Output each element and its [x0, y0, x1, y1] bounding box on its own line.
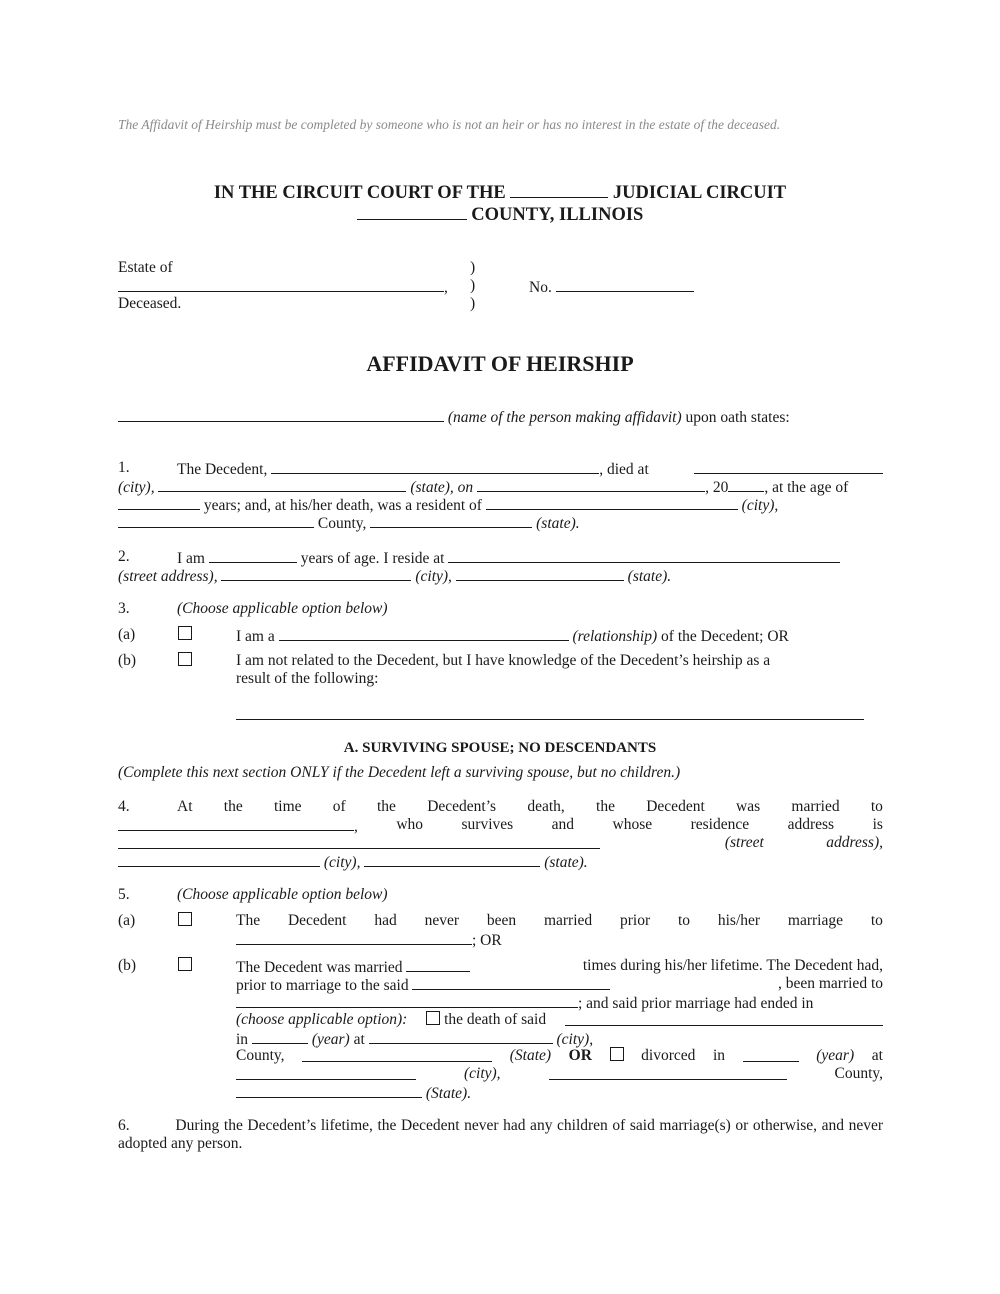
instruction-caption: The Affidavit of Heirship must be completed by someone who is not an heir or has no interest in the estate of the deceased. [118, 117, 781, 132]
p5b-line5: in (year) at (city), [236, 1031, 594, 1048]
p3a-row [178, 626, 192, 644]
p3b-checkbox[interactable] [178, 652, 192, 666]
p3a-label: (a) [118, 626, 136, 643]
divorce-state-field[interactable] [236, 1083, 422, 1098]
court-header-line1 [0, 181, 1000, 204]
p6-text: 6. During the Decedent’s lifetime, the Decedent never had any children of said marriage(s) or otherwise, and never adopted any person. [118, 1117, 887, 1152]
p5b-line4: (choose applicable option): the death of said [236, 1011, 883, 1029]
p4-line1: At the time of the Decedent’s death, the Decedent was married to [177, 798, 883, 815]
death-city-field-2[interactable] [369, 1029, 553, 1044]
death-option-checkbox[interactable] [426, 1011, 440, 1025]
death-year-field-2[interactable] [252, 1029, 308, 1044]
section-a-heading: A. SURVIVING SPOUSE; NO DESCENDANTS [343, 740, 657, 756]
document-title: AFFIDAVIT OF HEIRSHIP [366, 351, 634, 376]
case-number-field[interactable] [556, 277, 694, 292]
p1-line3: years; and, at his/her death, was a resident of (city), [118, 495, 778, 515]
p5a-row [178, 912, 192, 930]
said-spouse-field[interactable] [412, 975, 610, 990]
spouse-city-field[interactable] [118, 852, 320, 867]
times-married-field[interactable] [406, 957, 470, 972]
estate-of-label: Estate of [118, 259, 173, 276]
p2-num: 2. [118, 548, 130, 565]
age-field[interactable] [118, 495, 200, 510]
p3b-text2: result of the following: [236, 670, 379, 687]
divorce-county-field[interactable] [549, 1065, 787, 1080]
p5b-checkbox[interactable] [178, 957, 192, 971]
p1-line4: County, (state). [118, 513, 580, 533]
residence-city-field[interactable] [486, 495, 738, 510]
case-number-label: No. [529, 279, 552, 296]
p5b-row [178, 957, 192, 975]
estate-name-field[interactable] [118, 277, 444, 292]
spouse-name-field[interactable] [118, 816, 354, 831]
divorce-year-field[interactable] [743, 1047, 799, 1062]
caption-paren-2: ) [470, 277, 476, 294]
p3b-knowledge-row [236, 705, 864, 725]
p3b-row [178, 652, 192, 670]
heirship-knowledge-field[interactable] [236, 705, 864, 720]
p5b-line8: (State). [236, 1083, 471, 1103]
p1-line1: The Decedent, , died at [177, 461, 649, 478]
p5b-label: (b) [118, 957, 137, 974]
p5a-line1: The Decedent had never been married prior to his/her marriage to [236, 912, 883, 929]
affiant-city-field[interactable] [221, 566, 411, 581]
p4-line3: (street address), [118, 834, 883, 852]
p3-choose: (Choose applicable option below) [177, 600, 388, 617]
p4-line4: (city), (state). [118, 852, 588, 872]
judicial-circuit-label: JUDICIAL CIRCUIT [612, 183, 787, 203]
p2-line1: I am years of age. I reside at [177, 548, 840, 568]
affiant-line [118, 407, 790, 427]
p5-choose: (Choose applicable option below) [177, 886, 388, 903]
death-city-field[interactable] [694, 459, 883, 474]
p5a-checkbox[interactable] [178, 912, 192, 926]
case-number-row [529, 277, 694, 297]
p5b-line7: (city), County, [236, 1065, 883, 1083]
residence-county-field[interactable] [118, 513, 314, 528]
affiant-street-field[interactable] [448, 548, 840, 563]
prior-spouse-field[interactable] [236, 993, 578, 1008]
p5a-label: (a) [118, 912, 136, 929]
court-header-line2 [0, 203, 1000, 226]
death-year-field[interactable] [728, 477, 764, 492]
p5-num: 5. [118, 886, 130, 903]
p1-num: 1. [118, 459, 130, 476]
county-field[interactable] [357, 203, 467, 220]
p5a-line2: ; OR [236, 930, 502, 950]
affiant-age-field[interactable] [209, 548, 297, 563]
death-county-field[interactable] [302, 1047, 492, 1062]
p1-line2: (city), (state), on , 20 , at the age of [118, 479, 849, 496]
p1-death-place [694, 459, 883, 479]
p2-line2: (street address), (city), (state). [118, 568, 672, 585]
upon-oath-text: upon oath states: [685, 409, 790, 426]
p4-num: 4. [118, 798, 130, 815]
county-illinois-label: COUNTY, ILLINOIS [471, 205, 644, 225]
section-a-note: (Complete this next section ONLY if the Decedent left a surviving spouse, but no children.) [118, 764, 681, 781]
divorced-option-checkbox[interactable] [610, 1047, 624, 1061]
p5a-spouse-field[interactable] [236, 930, 472, 945]
court-name: IN THE CIRCUIT COURT OF THE [213, 183, 506, 203]
p5b-line2: prior to marriage to the said , been married to [236, 975, 883, 994]
caption-paren-1: ) [470, 259, 476, 276]
spouse-state-field[interactable] [364, 852, 540, 867]
affiant-name-field[interactable] [118, 407, 444, 422]
p4-line2: , who survives and whose residence address is [118, 816, 883, 836]
relationship-field[interactable] [279, 626, 569, 641]
estate-name-row: , [118, 277, 448, 297]
p5b-line1: The Decedent was married times during his/her lifetime. The Decedent had, [236, 957, 883, 976]
p5b-line3: ; and said prior marriage had ended in [236, 993, 883, 1013]
p3-num: 3. [118, 600, 130, 617]
p5b-line6: County, (State) OR divorced in (year) at [236, 1047, 883, 1064]
deceased-label: Deceased. [118, 295, 182, 312]
death-date-field[interactable] [477, 477, 705, 492]
p3b-label: (b) [118, 652, 137, 669]
circuit-number-field[interactable] [510, 181, 608, 198]
divorce-city-field[interactable] [236, 1065, 416, 1080]
p3b-text1: I am not related to the Decedent, but I have knowledge of the Decedent’s heirship as a [236, 652, 771, 669]
spouse-street-field[interactable] [118, 834, 600, 849]
affiant-name-hint: (name of the person making affidavit) [447, 409, 682, 426]
caption-paren-3: ) [470, 295, 476, 312]
affiant-state-field[interactable] [456, 566, 624, 581]
p3a-text: I am a (relationship) of the Decedent; OR [236, 628, 789, 645]
p3a-checkbox[interactable] [178, 626, 192, 640]
death-state-field[interactable] [158, 477, 406, 492]
residence-state-field[interactable] [370, 513, 532, 528]
death-of-said-field[interactable] [565, 1011, 883, 1026]
decedent-name-field[interactable] [271, 459, 599, 474]
